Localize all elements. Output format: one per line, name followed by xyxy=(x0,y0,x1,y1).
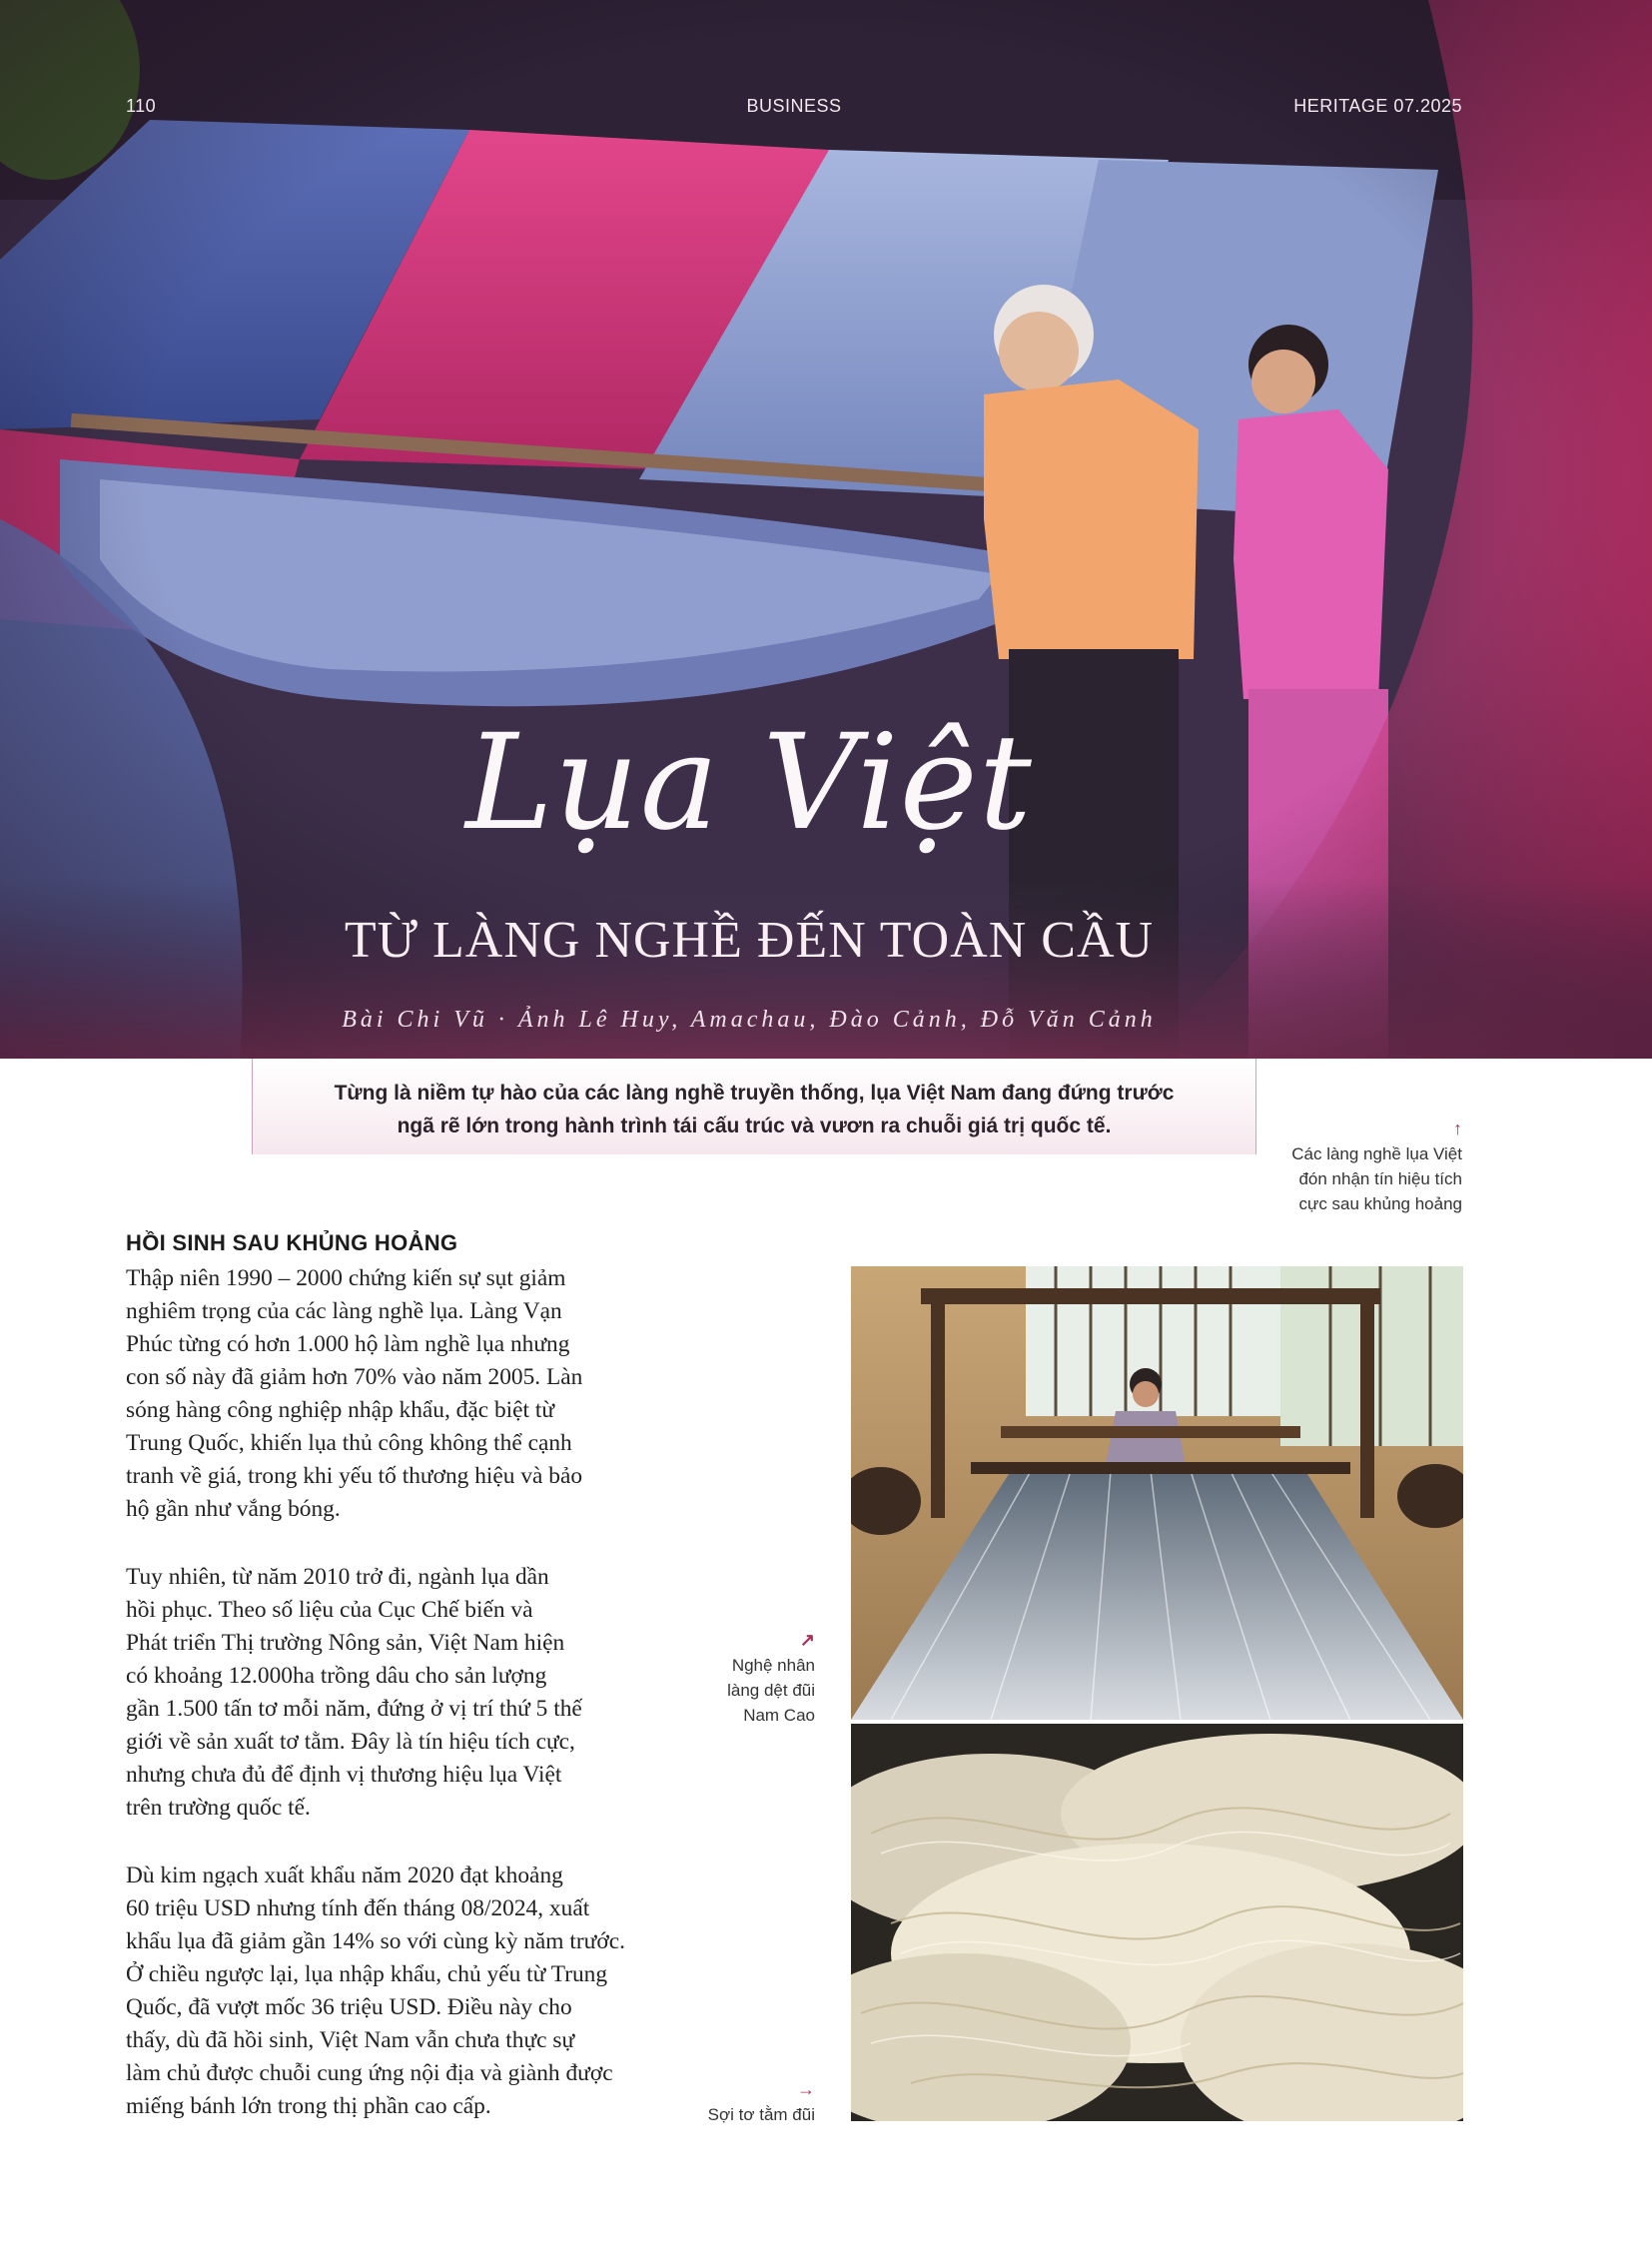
text-line: Thập niên 1990 – 2000 chứng kiến sự sụt giảm xyxy=(126,1265,566,1291)
article-paragraph xyxy=(126,1860,665,2123)
arrow-up-icon: ↑ xyxy=(1453,1119,1462,1138)
silk-photo xyxy=(851,1724,1463,2121)
caption-line: làng dệt đũi xyxy=(727,1681,815,1700)
text-line: 60 triệu USD nhưng tính đến tháng 08/2024, xuất xyxy=(126,1895,590,1921)
text-line: hộ gần như vắng bóng. xyxy=(126,1496,341,1522)
text-line: con số này đã giảm hơn 70% vào năm 2005. Làn xyxy=(126,1364,583,1390)
text-line: nhưng chưa đủ để định vị thương hiệu lụa Việt xyxy=(126,1762,562,1788)
caption-line: Nam Cao xyxy=(743,1706,815,1725)
text-line: có khoảng 12.000ha trồng dâu cho sản lượng xyxy=(126,1663,547,1689)
caption-line: đón nhận tín hiệu tích xyxy=(1298,1169,1462,1188)
hero-caption xyxy=(1258,1117,1462,1216)
text-line: thấy, dù đã hồi sinh, Việt Nam vẫn chưa thực sự xyxy=(126,2027,575,2053)
text-line: Trung Quốc, khiến lụa thủ công không thể cạnh xyxy=(126,1430,572,1456)
article-paragraph xyxy=(126,1262,665,1526)
text-line: Ở chiều ngược lại, lụa nhập khẩu, chủ yếu từ Trung xyxy=(126,1961,608,1987)
page-number: 110 xyxy=(126,96,157,116)
text-line: gần 1.500 tấn tơ mỗi năm, đứng ở vị trí thứ 5 thế xyxy=(126,1696,582,1722)
text-line: hồi phục. Theo số liệu của Cục Chế biến và xyxy=(126,1597,533,1623)
article-subtitle: TỪ LÀNG NGHỀ ĐẾN TOÀN CẦU xyxy=(344,912,1155,969)
text-line: tranh về giá, trong khi yếu tố thương hiệu và bảo xyxy=(126,1463,583,1489)
text-line: làm chủ được chuỗi cung ứng nội địa và giành được xyxy=(126,2060,613,2086)
article-title: Lụa Việt xyxy=(465,706,1033,860)
caption-line: Sợi tơ tằm đũi xyxy=(707,2105,815,2124)
text-line: miếng bánh lớn trong thị phần cao cấp. xyxy=(126,2093,491,2119)
lede-line: ngã rẽ lớn trong hành trình tái cấu trúc và vươn ra chuỗi giá trị quốc tế. xyxy=(397,1115,1112,1137)
arrow-up-right-icon: ↗ xyxy=(799,1630,815,1650)
caption-line: Nghệ nhân xyxy=(731,1656,815,1675)
text-line: Quốc, đã vượt mốc 36 triệu USD. Điều này cho xyxy=(126,1994,572,2020)
byline: Bài Chi Vũ · Ảnh Lê Huy, Amachau, Đào Cảnh, Đỗ Văn Cảnh xyxy=(342,1007,1157,1033)
caption-line: cực sau khủng hoảng xyxy=(1298,1194,1462,1213)
lede xyxy=(252,1059,1256,1154)
text-line: Tuy nhiên, từ năm 2010 trở đi, ngành lụa dần xyxy=(126,1564,549,1590)
caption-line: Các làng nghề lụa Việt xyxy=(1291,1144,1462,1163)
loom-photo xyxy=(851,1266,1463,1720)
text-line: giới về sản xuất tơ tằm. Đây là tín hiệu tích cực, xyxy=(126,1729,575,1755)
text-line: sóng hàng công nghiệp nhập khẩu, đặc biệt từ xyxy=(126,1397,555,1423)
text-line: Dù kim ngạch xuất khẩu năm 2020 đạt khoảng xyxy=(126,1863,563,1888)
text-line: Phát triển Thị trường Nông sản, Việt Nam hiện xyxy=(126,1630,565,1656)
silk-caption xyxy=(659,2077,815,2127)
loom-caption xyxy=(689,1628,815,1728)
issue-label: HERITAGE 07.2025 xyxy=(1293,96,1462,116)
silk-illustration xyxy=(851,1724,1463,2121)
text-line: trên trường quốc tế. xyxy=(126,1795,311,1821)
section-label: BUSINESS xyxy=(746,96,842,116)
article-paragraph xyxy=(126,1561,665,1825)
text-line: Phúc từng có hơn 1.000 hộ làm nghề lụa nhưng xyxy=(126,1331,570,1357)
text-line: khẩu lụa đã giảm gần 14% so với cùng kỳ năm trước. xyxy=(126,1928,625,1954)
section-heading: HỒI SINH SAU KHỦNG HOẢNG xyxy=(126,1230,458,1255)
arrow-right-icon: → xyxy=(797,2079,815,2099)
lede-line: Từng là niềm tự hào của các làng nghề truyền thống, lụa Việt Nam đang đứng trước xyxy=(334,1082,1175,1105)
hero-illustration xyxy=(0,0,1652,1059)
hero-photo xyxy=(0,0,1652,1059)
text-line: nghiêm trọng của các làng nghề lụa. Làng Vạn xyxy=(126,1298,562,1324)
loom-illustration xyxy=(851,1266,1463,1720)
